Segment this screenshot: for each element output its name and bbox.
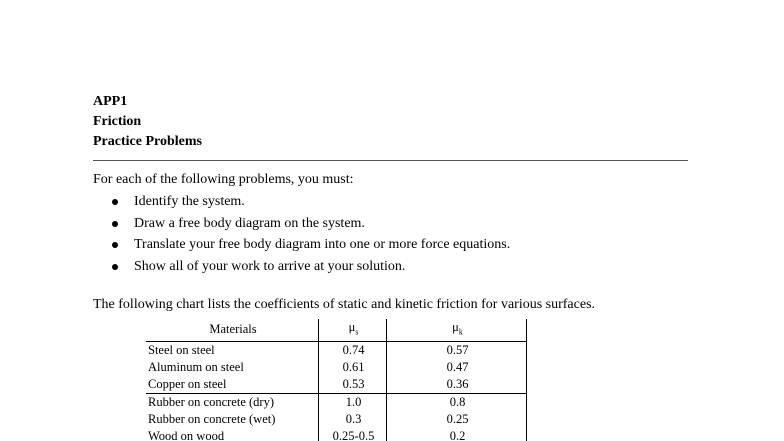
table-row xyxy=(146,359,527,376)
mu-k-subscript: k xyxy=(458,327,463,337)
mu-k-symbol: μ xyxy=(452,320,459,334)
cell-mu-k: 0.36 xyxy=(387,376,527,394)
cell-mu-k: 0.57 xyxy=(387,341,527,359)
cell-mu-k: 0.25 xyxy=(387,411,527,428)
cell-material: Steel on steel xyxy=(148,342,215,357)
chart-intro: The following chart lists the coefficients of static and kinetic friction for various surfaces. xyxy=(93,297,596,312)
friction-coefficients-table xyxy=(146,319,527,441)
cell-mu-k: 0.8 xyxy=(387,393,527,411)
cell-mu-k: 0.2 xyxy=(387,428,527,441)
heading-course-code: APP1 xyxy=(93,94,128,109)
instruction-text: Show all of your work to arrive at your solution. xyxy=(134,258,406,274)
cell-mu-s: 1.0 xyxy=(319,393,387,411)
bullet-icon xyxy=(112,264,118,270)
cell-material: Rubber on concrete (dry) xyxy=(148,394,274,409)
instruction-text: Identify the system. xyxy=(134,194,245,209)
table-row xyxy=(146,341,527,359)
instruction-item xyxy=(112,236,510,258)
horizontal-rule xyxy=(93,160,688,161)
cell-mu-s: 0.53 xyxy=(319,376,387,394)
cell-material: Rubber on concrete (wet) xyxy=(148,411,276,426)
table-row xyxy=(146,428,527,441)
mu-s-subscript: s xyxy=(355,327,359,337)
table-row xyxy=(146,393,527,411)
cell-mu-s: 0.61 xyxy=(319,359,387,376)
instruction-text: Draw a free body diagram on the system. xyxy=(134,215,365,231)
cell-mu-s: 0.3 xyxy=(319,411,387,428)
document-heading xyxy=(93,92,202,152)
cell-material: Aluminum on steel xyxy=(148,359,244,374)
mu-s-symbol: μ xyxy=(348,320,356,334)
instructions-list xyxy=(112,193,510,279)
cell-mu-s: 0.25-0.5 xyxy=(319,428,387,441)
heading-topic: Friction xyxy=(93,114,142,129)
table-row xyxy=(146,411,527,428)
bullet-icon xyxy=(112,199,118,205)
instruction-text: Translate your free body diagram into one or more force equations. xyxy=(134,237,511,252)
instruction-item xyxy=(112,258,510,280)
header-materials: Materials xyxy=(209,322,257,337)
table-row xyxy=(146,376,527,394)
instructions-intro: For each of the following problems, you must: xyxy=(93,172,354,187)
header-mu-k xyxy=(387,319,527,341)
cell-material: Copper on steel xyxy=(148,376,227,391)
instruction-item xyxy=(112,215,510,237)
header-mu-s xyxy=(319,319,387,341)
instruction-item xyxy=(112,193,510,215)
cell-mu-k: 0.47 xyxy=(387,359,527,376)
table-header-row xyxy=(146,319,527,341)
bullet-icon xyxy=(112,242,118,248)
bullet-icon xyxy=(112,221,118,227)
heading-subtitle: Practice Problems xyxy=(93,134,202,149)
cell-material: Wood on wood xyxy=(148,428,225,441)
cell-mu-s: 0.74 xyxy=(319,341,387,359)
